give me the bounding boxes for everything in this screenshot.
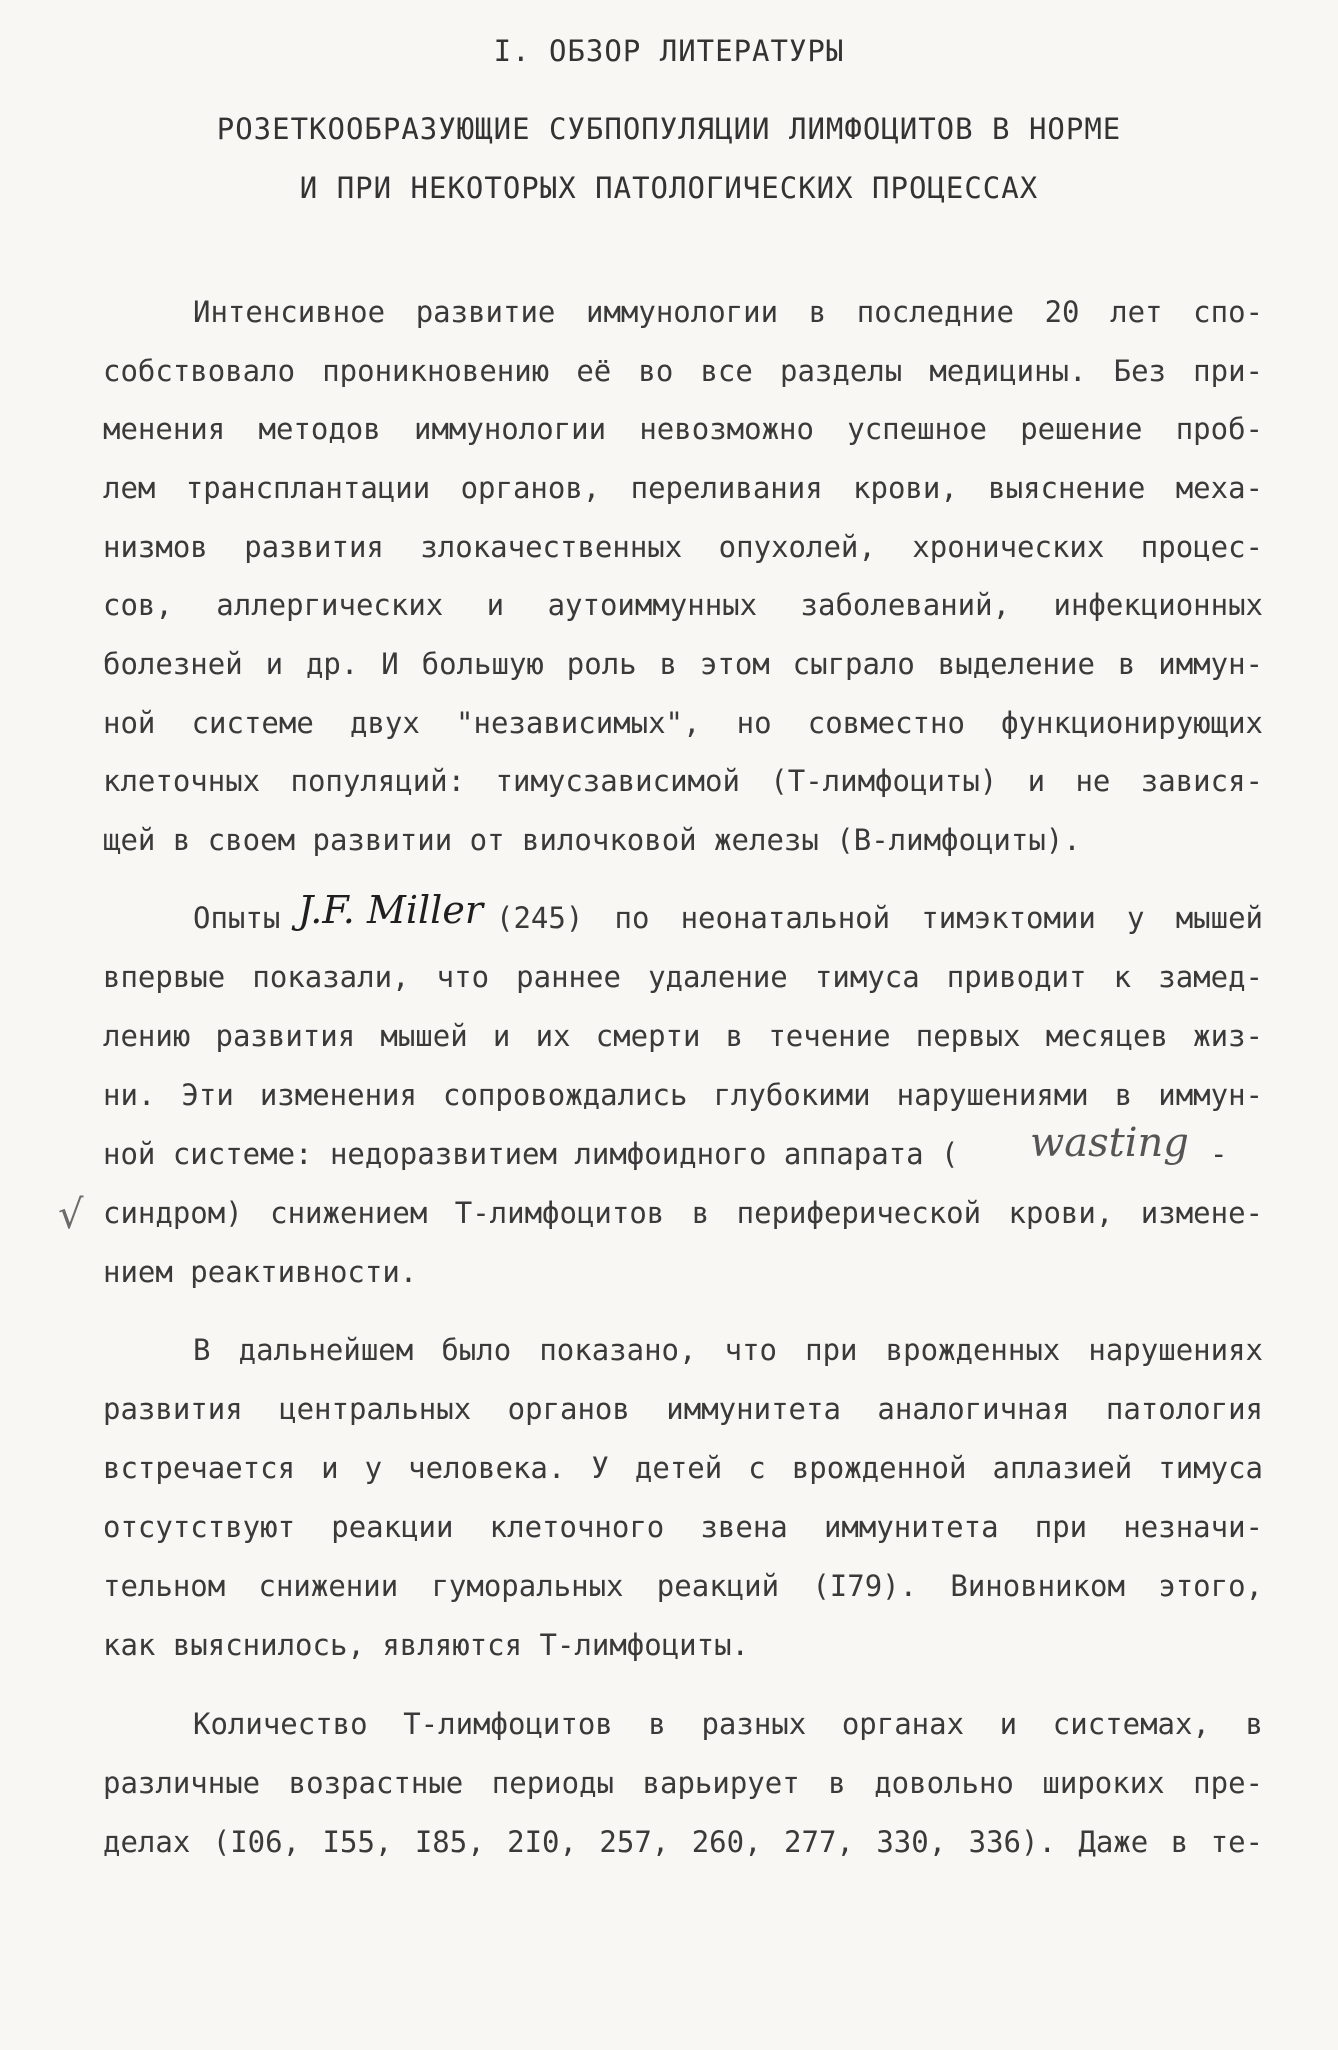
subtitle-line-1: РОЗЕТКООБРАЗУЮЩИЕ СУБПОПУЛЯЦИИ ЛИМФОЦИТОВ В НОРМЕ bbox=[216, 112, 1122, 146]
text-line: Интенсивное развитие иммунологии в последние 20 лет спо- bbox=[193, 295, 1263, 329]
subtitle-line-2: И ПРИ НЕКОТОРЫХ ПАТОЛОГИЧЕСКИХ ПРОЦЕССАХ bbox=[299, 171, 1039, 205]
text-line: впервые показали, что раннее удаление тимуса приводит к замед- bbox=[103, 960, 1263, 994]
section-title: I. ОБЗОР ЛИТЕРАТУРЫ bbox=[493, 34, 845, 68]
text-line: ной системе двух "независимых", но совместно функционирующих bbox=[103, 706, 1263, 740]
text-line: встречается и у человека. У детей с врожденной аплазией тимуса bbox=[103, 1451, 1263, 1485]
text-line: менения методов иммунологии невозможно успешное решение проб- bbox=[103, 412, 1263, 446]
text-line: синдром) снижением Т-лимфоцитов в периферической крови, измене- bbox=[103, 1196, 1263, 1230]
text-line: ной системе: недоразвитием лимфоидного аппарата ( bbox=[103, 1137, 959, 1171]
text-line: делах (I06, I55, I85, 2I0, 257, 260, 277, 330, 336). Даже в те- bbox=[103, 1825, 1263, 1859]
text-line: Количество Т-лимфоцитов в разных органах и системах, в bbox=[193, 1707, 1263, 1741]
text-line: отсутствуют реакции клеточного звена иммунитета при незначи- bbox=[103, 1510, 1263, 1544]
margin-check-mark: √ bbox=[58, 1192, 84, 1238]
text-line: клеточных популяций: тимусзависимой (Т-лимфоциты) и не завися- bbox=[103, 764, 1263, 798]
text-line: лению развития мышей и их смерти в течение первых месяцев жиз- bbox=[103, 1019, 1263, 1053]
text-line: собствовало проникновению её во все разделы медицины. Без при- bbox=[103, 354, 1263, 388]
text-line: (245) по неонатальной тимэктомии у мышей bbox=[496, 901, 1263, 935]
text-line: В дальнейшем было показано, что при врожденных нарушениях bbox=[193, 1333, 1263, 1367]
text-line: как выяснилось, являются Т-лимфоциты. bbox=[103, 1628, 750, 1662]
text-line: нием реактивности. bbox=[103, 1255, 418, 1289]
text-line: низмов развития злокачественных опухолей, хронических процес- bbox=[103, 530, 1263, 564]
text-line: щей в своем развитии от вилочковой железы (В-лимфоциты). bbox=[103, 823, 1081, 857]
text-line: тельном снижении гуморальных реакций (I79). Виновником этого, bbox=[103, 1569, 1263, 1603]
text-line: ни. Эти изменения сопровождались глубокими нарушениями в иммун- bbox=[103, 1078, 1263, 1112]
text-line: Опыты bbox=[193, 901, 281, 935]
handwritten-author-name: J.F. Miller bbox=[298, 888, 483, 932]
text-line: различные возрастные периоды варьирует в довольно широких пре- bbox=[103, 1766, 1263, 1800]
handwritten-insertion: wasting bbox=[1030, 1120, 1189, 1166]
text-line: развития центральных органов иммунитета аналогичная патология bbox=[103, 1392, 1263, 1426]
text-line: - bbox=[1210, 1137, 1228, 1171]
text-line: лем трансплантации органов, переливания крови, выяснение меха- bbox=[103, 471, 1263, 505]
text-line: сов, аллергических и аутоиммунных заболеваний, инфекционных bbox=[103, 588, 1263, 622]
text-line: болезней и др. И большую роль в этом сыграло выделение в иммун- bbox=[103, 647, 1263, 681]
